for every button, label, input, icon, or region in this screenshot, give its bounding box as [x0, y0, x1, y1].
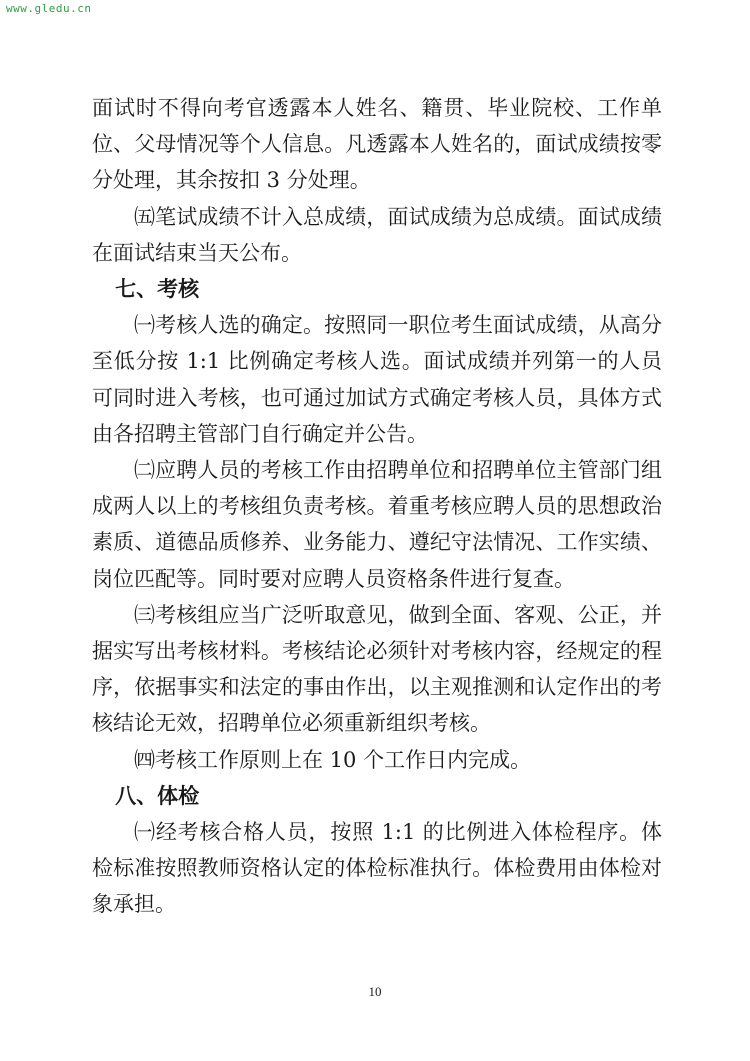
paragraph-assessment-deadline: ㈣考核工作原则上在 10 个工作日内完成。 — [134, 747, 532, 772]
paragraph-assessment-team: ㈡应聘人员的考核工作由招聘单位和招聘单位主管部门组成两人以上的考核组负责考核。着重考核应聘人员的思想政治素质、道德品质修养、业务能力、遵纪守法情况、工作实绩、岗位匹配等。同时要对应聘人员资格条件进行复查。 — [92, 458, 662, 591]
paragraph-interview-privacy: 面试时不得向考官透露本人姓名、籍贯、毕业院校、工作单位、父母情况等个人信息。凡透露本人姓名的，面试成绩按零分处理，其余按扣 3 分处理。 — [92, 96, 662, 193]
page-number: 10 — [368, 984, 382, 999]
paragraph-physical-exam: ㈠经考核合格人员，按照 1:1 的比例进入体检程序。体检标准按照教师资格认定的体检标准执行。体检费用由体检对象承担。 — [92, 820, 662, 917]
section-heading-physical-exam: 八、体检 — [115, 783, 200, 808]
document-body — [92, 90, 662, 923]
section-heading-assessment: 七、考核 — [115, 277, 200, 302]
paragraph-score-rule: ㈤笔试成绩不计入总成绩，面试成绩为总成绩。面试成绩在面试结束当天公布。 — [92, 204, 662, 265]
paragraph-assessment-candidates: ㈠考核人选的确定。按照同一职位考生面试成绩，从高分至低分按 1:1 比例确定考核人选。面试成绩并列第一的人员可同时进入考核，也可通过加试方式确定考核人员，具体方式由各招聘主管部门自行确定并公告。 — [92, 313, 662, 446]
watermark-text: www.gledu.cn — [6, 2, 92, 15]
paragraph-assessment-materials: ㈢考核组应当广泛听取意见，做到全面、客观、公正，并据实写出考核材料。考核结论必须针对考核内容，经规定的程序，依据事实和法定的事由作出，以主观推测和认定作出的考核结论无效，招聘单位必须重新组织考核。 — [92, 602, 662, 736]
